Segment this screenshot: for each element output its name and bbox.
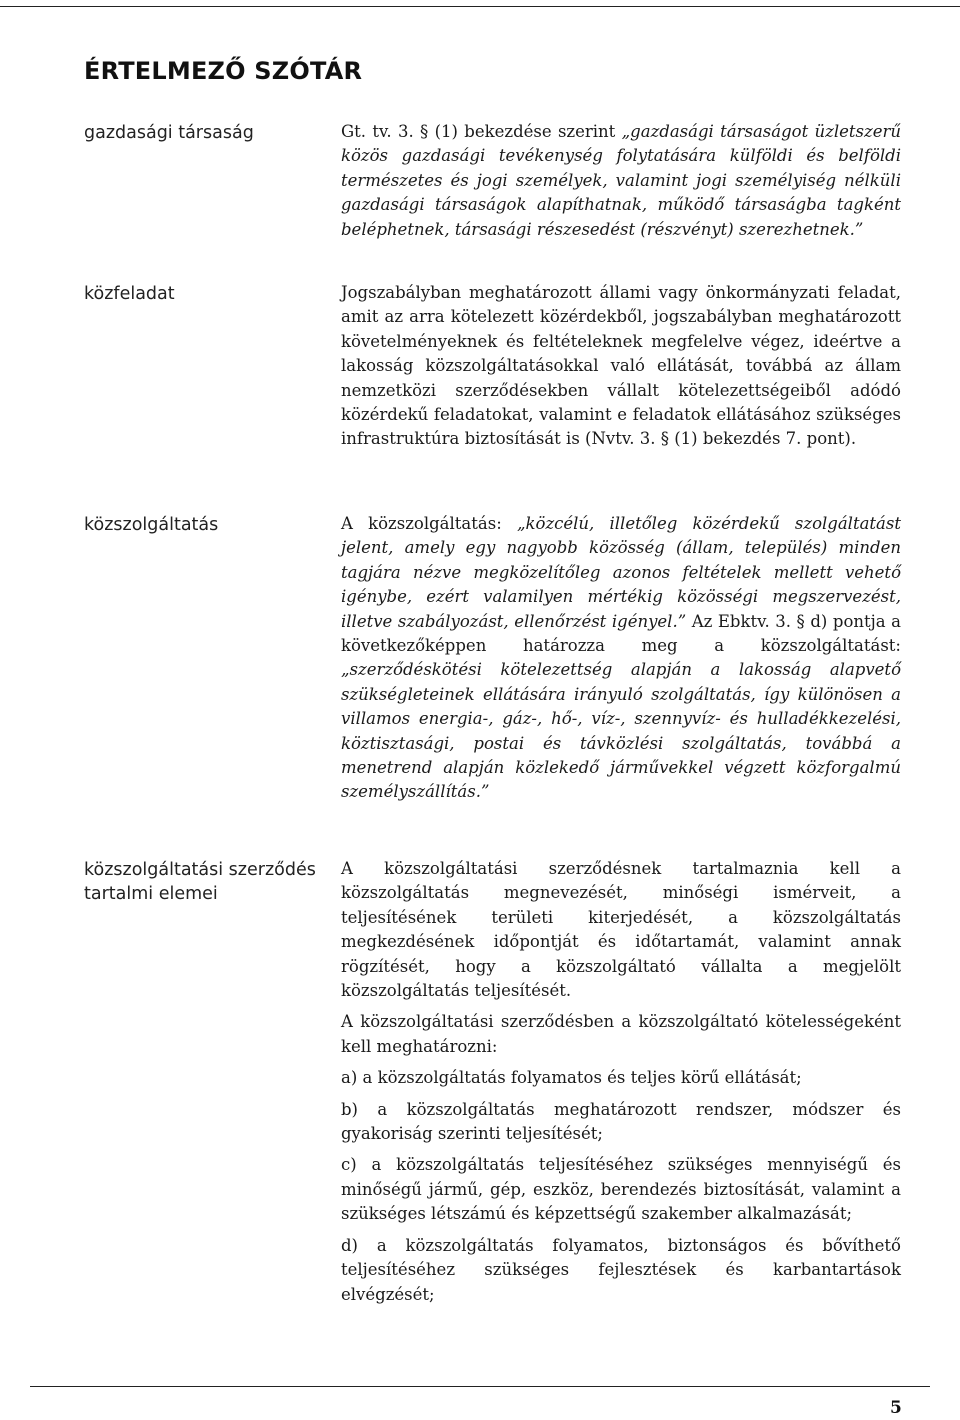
list-item-d: d) a közszolgáltatás folyamatos, biztonságos és bővíthető teljesítéséhez szükséges fejlesztések és karbantartások elvégzését; <box>341 1235 901 1304</box>
top-rule <box>0 6 960 7</box>
definition-text: A közszolgáltatás: <box>341 514 517 533</box>
term-kozfeladat: közfeladat <box>84 284 175 304</box>
definition-quote: „gazdasági társaságot üzletszerű közös gazdasági tevékenység folytatására külföldi és belföldi természetes és jogi személyek, valamint jogi személyiség nélküli gazdasági társaságok alapíthatnak, működő társaságba tagként beléphetnek, társasági részesedést (részvényt) szerezhetnek.” <box>341 122 901 239</box>
term-gazdasagi-tarsasag: gazdasági társaság <box>84 123 254 143</box>
definition-text: Gt. tv. 3. § (1) bekezdése szerint <box>341 122 622 141</box>
definition-text: Jogszabályban meghatározott állami vagy önkormányzati feladat, amit az arra kötelezett közérdekből, jogszabályban meghatározott követelményeknek és feltételeknek megfelelve végez, ideértve a lakosság közszolgáltatásokkal való ellátását, továbbá az állam nemzetközi szerződésekben vállalt kötelezettségeiből adódó közérdekű feladatokat, valamint e feladatok ellátásához szükséges infrastruktúra biztosítását is (Nvtv. 3. § (1) bekezdés 7. pont). <box>341 283 901 449</box>
list-item-b: b) a közszolgáltatás meghatározott rendszer, módszer és gyakoriság szerinti teljesítését; <box>341 1099 901 1144</box>
list-item-c: c) a közszolgáltatás teljesítéséhez szükséges mennyiségű és minőségű jármű, gép, eszköz, berendezés biztosítását, valamint a szükséges létszámú és képzettségű szakember alkalmazását; <box>341 1155 901 1224</box>
page-title: ÉRTELMEZŐ SZÓTÁR <box>84 57 363 85</box>
definition-kozszolgaltatasi-szerzodes <box>341 857 901 1314</box>
page-number: 5 <box>890 1398 902 1418</box>
definition-paragraph: A közszolgáltatási szerződésnek tartalmaznia kell a közszolgáltatás megnevezését, minőségi ismérveit, a teljesítésének területi kiterjedését, a közszolgáltatás megkezdésének időpontját és időtartamát, valamint annak rögzítését, hogy a közszolgáltató vállalta a megjelölt közszolgáltatás teljesítését. <box>341 859 901 1001</box>
term-kozszolgaltatasi-szerzodes: közszolgáltatási szerződés tartalmi elemei <box>84 860 316 904</box>
list-item-a: a) a közszolgáltatás folyamatos és teljes körű ellátását; <box>341 1068 802 1088</box>
definition-quote: „közcélú, illetőleg közérdekű szolgáltatást jelent, amely egy nagyobb közösség (állam, település) minden tagjára nézve megközelítőleg azonos feltételek mellett vehető igénybe, ezért valamilyen mértékig közösségi megszervezést, illetve szabályozást, ellenőrzést igényel.” <box>341 514 901 631</box>
bottom-rule <box>30 1386 930 1387</box>
definition-quote: „szerződéskötési kötelezettség alapján a lakosság alapvető szükségleteinek ellátására irányuló szolgáltatás, így különösen a villamos energia-, gáz-, hő-, víz-, szennyvíz- és hulladékkezelési, köztisztasági, postai és távközlési szolgáltatás, továbbá a menetrend alapján közlekedő járművekkel végzett közforgalmú személyszállítás.” <box>341 660 901 802</box>
term-kozszolgaltatas: közszolgáltatás <box>84 515 219 535</box>
definition-kozszolgaltatas <box>341 512 901 812</box>
definition-text: Az Ebktv. 3. § d) pontja a következőképpen határozza meg a közszolgáltatást: <box>341 611 901 656</box>
definition-kozfeladat <box>341 281 901 459</box>
definition-paragraph: A közszolgáltatási szerződésben a közszolgáltató kötelességeként kell meghatározni: <box>341 1012 901 1056</box>
definition-gazdasagi-tarsasag <box>341 120 901 249</box>
